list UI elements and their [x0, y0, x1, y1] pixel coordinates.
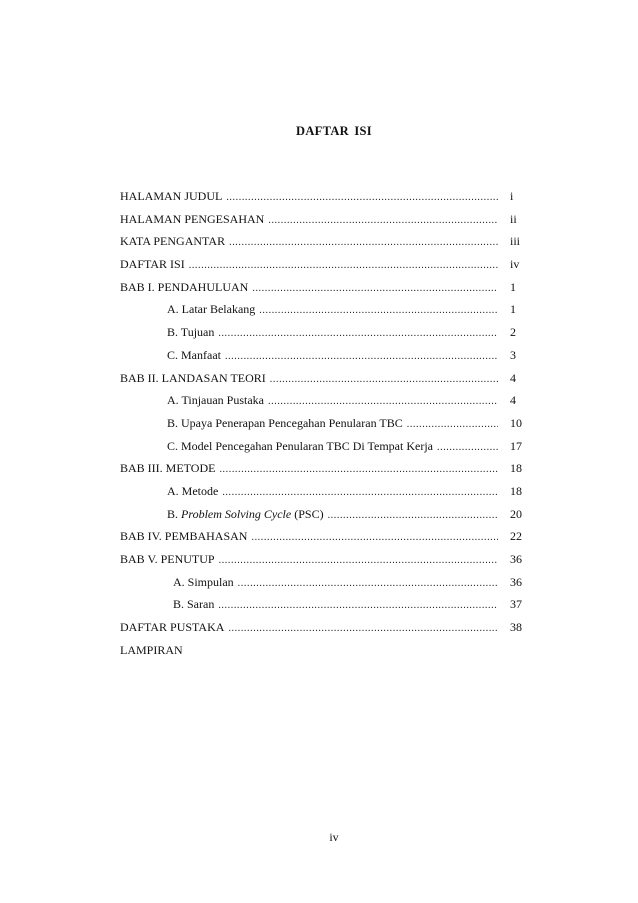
toc-entry-problem-solving-cycle[interactable]	[120, 504, 530, 527]
toc-leader-dots	[225, 350, 498, 364]
toc-entry-kata-pengantar[interactable]	[120, 231, 530, 254]
toc-label: BAB I. PENDAHULUAN	[120, 279, 249, 294]
toc-page-number: 1	[510, 279, 516, 294]
toc-entry-latar-belakang[interactable]	[120, 299, 530, 322]
toc-page-number: 2	[510, 325, 516, 340]
toc-leader-dots	[268, 214, 498, 228]
toc-page-number: 37	[510, 597, 522, 612]
toc-label: DAFTAR ISI	[120, 257, 185, 272]
toc-entry-halaman-pengesahan[interactable]	[120, 209, 530, 232]
toc-label: A. Metode	[167, 483, 219, 498]
toc-entry-saran[interactable]	[120, 594, 530, 617]
toc-label-italic: Problem Solving Cycle	[181, 506, 292, 521]
toc-leader-dots	[251, 531, 498, 545]
toc-label: BAB IV. PEMBAHASAN	[120, 529, 248, 544]
toc-entry-bab-2[interactable]	[120, 368, 530, 391]
toc-leader-dots	[189, 259, 498, 273]
toc-page-number: 10	[510, 415, 522, 430]
toc-page-number: 1	[510, 302, 516, 317]
toc-entry-tinjauan-pustaka[interactable]	[120, 390, 530, 413]
toc-leader-dots	[222, 486, 498, 500]
toc-label: C. Model Pencegahan Penularan TBC Di Tempat Kerja	[167, 438, 433, 453]
toc-leader-dots	[437, 441, 498, 455]
toc-label: B. Tujuan	[167, 325, 215, 340]
toc-leader-dots	[218, 599, 498, 613]
toc-page-number: 36	[510, 574, 522, 589]
toc-page-number: 17	[510, 438, 522, 453]
toc-label: A. Tinjauan Pustaka	[167, 393, 265, 408]
toc-entry-tujuan[interactable]	[120, 322, 530, 345]
toc-entry-manfaat[interactable]	[120, 345, 530, 368]
toc-page-number: 22	[510, 529, 522, 544]
toc-label: HALAMAN PENGESAHAN	[120, 211, 265, 226]
toc-label: BAB III. METODE	[120, 461, 216, 476]
toc-entry-model-pencegahan[interactable]	[120, 436, 530, 459]
toc-leader-dots	[268, 395, 498, 409]
toc-label: BAB V. PENUTUP	[120, 552, 215, 566]
toc-label: DAFTAR PUSTAKA	[120, 620, 225, 635]
toc-page-number: 3	[510, 347, 516, 362]
toc-entry-upaya-penerapan[interactable]	[120, 413, 530, 436]
toc-entry-bab-1[interactable]	[120, 277, 530, 300]
toc-entry-daftar-pustaka[interactable]	[120, 617, 530, 640]
toc-page-number: 4	[510, 393, 516, 408]
toc-label: KATA PENGANTAR	[120, 234, 226, 249]
toc-label	[167, 507, 324, 521]
page-title: DAFTAR ISI	[296, 124, 372, 138]
toc-page-number: i	[510, 189, 514, 203]
toc-label: C. Manfaat	[167, 347, 221, 362]
toc-label: B. Upaya Penerapan Pencegahan Penularan TBC	[167, 415, 403, 430]
toc-leader-dots	[238, 577, 498, 591]
toc-entry-metode[interactable]	[120, 481, 530, 504]
toc-leader-dots	[219, 554, 498, 568]
toc-page-number: 20	[510, 506, 522, 521]
toc-page-number: 36	[510, 552, 522, 566]
toc-leader-dots	[407, 418, 498, 432]
toc-page-number: ii	[510, 211, 517, 226]
toc-leader-dots	[328, 509, 498, 523]
toc-label: BAB II. LANDASAN TEORI	[120, 370, 266, 385]
toc-label: LAMPIRAN	[120, 642, 183, 657]
toc-page-number: 18	[510, 483, 522, 498]
toc-page-number: 38	[510, 620, 522, 635]
toc-leader-dots	[218, 327, 498, 341]
toc-entry-lampiran[interactable]	[120, 640, 530, 663]
toc-label-prefix: B.	[167, 506, 182, 521]
toc-entry-simpulan[interactable]	[120, 572, 530, 595]
toc-page-number: iv	[510, 257, 520, 272]
toc-entry-bab-3[interactable]	[120, 458, 530, 481]
toc-label: B. Saran	[173, 597, 215, 612]
toc-page-number: 4	[510, 370, 516, 385]
toc-leader-dots	[226, 191, 498, 205]
toc-leader-dots	[229, 236, 498, 250]
toc-entry-halaman-judul[interactable]	[120, 186, 530, 209]
toc-entry-daftar-isi[interactable]	[120, 254, 530, 277]
toc-label: HALAMAN JUDUL	[120, 189, 223, 203]
toc-label: A. Latar Belakang	[167, 302, 256, 317]
toc-leader-dots	[270, 373, 498, 387]
toc-leader-dots	[259, 304, 498, 318]
toc-entry-bab-5[interactable]	[120, 549, 530, 572]
table-of-contents	[120, 186, 530, 662]
toc-leader-dots	[252, 282, 498, 296]
toc-label-suffix: (PSC)	[291, 506, 324, 521]
toc-entry-bab-4[interactable]	[120, 526, 530, 549]
page-number: iv	[329, 830, 339, 844]
toc-leader-dots	[219, 463, 498, 477]
toc-page-number: 18	[510, 461, 522, 476]
toc-page-number: iii	[510, 234, 521, 249]
toc-leader-dots	[228, 622, 498, 636]
toc-label: A. Simpulan	[173, 574, 234, 589]
